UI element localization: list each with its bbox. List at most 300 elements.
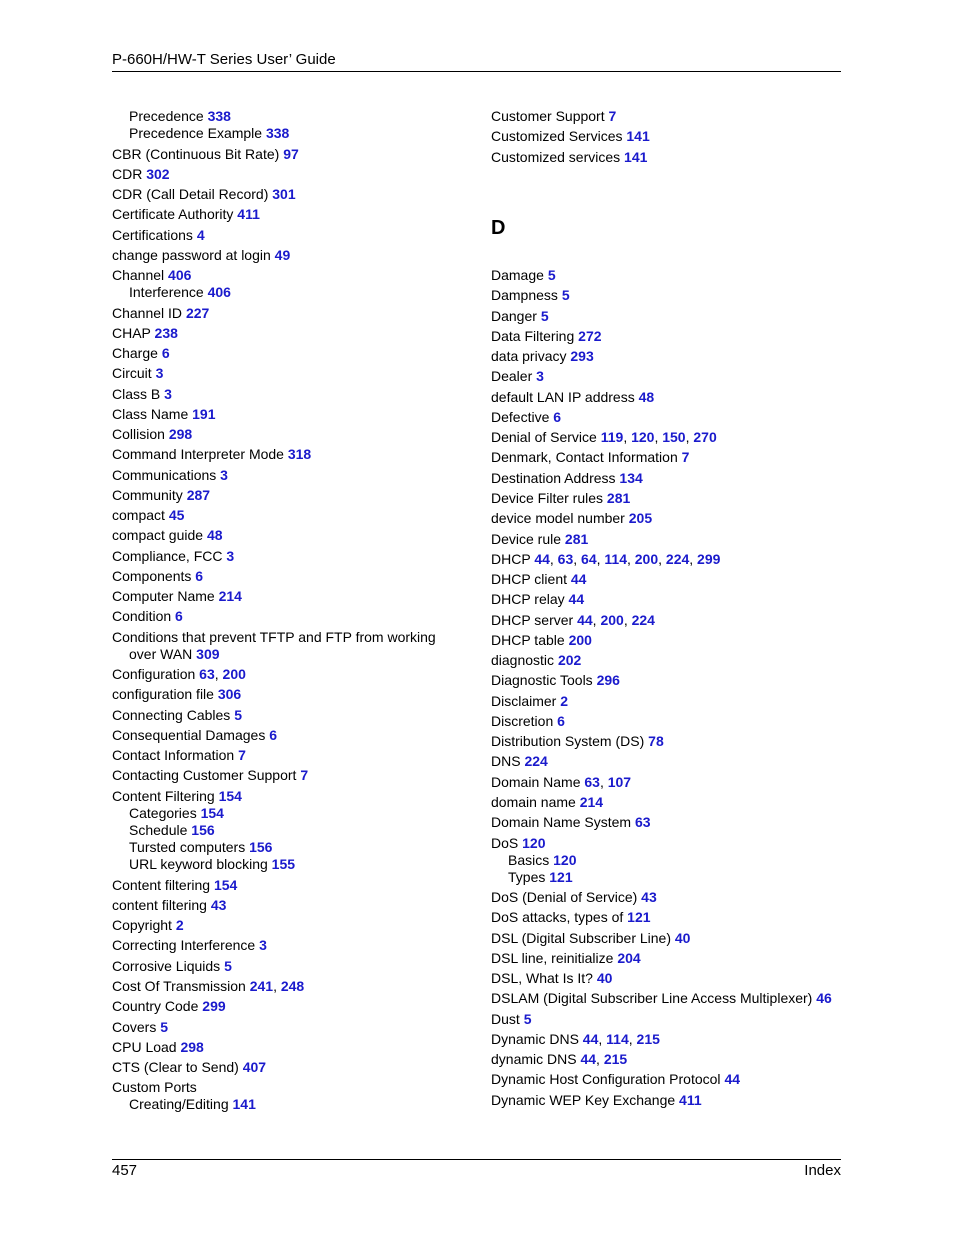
index-term: Certificate Authority: [112, 206, 238, 222]
page-link[interactable]: 407: [242, 1059, 267, 1075]
page-link[interactable]: 411: [679, 1092, 702, 1108]
index-entry: [508, 869, 573, 886]
page-link[interactable]: 107: [607, 774, 632, 790]
index-entry: [491, 814, 651, 831]
footer-page-number: 457: [112, 1162, 138, 1179]
index-entry: [112, 365, 163, 382]
page-link[interactable]: 270: [693, 429, 717, 445]
page-link[interactable]: 411: [237, 206, 260, 222]
index-term: Condition: [112, 608, 176, 624]
index-entry: [112, 386, 172, 403]
index-entry: [491, 652, 581, 669]
index-term: DHCP relay: [491, 591, 569, 607]
page-link[interactable]: 3: [164, 386, 172, 402]
page-link[interactable]: 204: [617, 950, 641, 966]
index-entry: [491, 970, 612, 987]
index-term: Domain Name System: [491, 814, 635, 830]
page-link[interactable]: 191: [192, 406, 216, 422]
index-entry: [112, 568, 203, 585]
page-link[interactable]: 202: [557, 652, 582, 668]
page-link[interactable]: 141: [626, 128, 650, 144]
index-term: Basics: [508, 852, 554, 868]
index-term: configuration file: [112, 686, 218, 702]
index-entry: [129, 839, 272, 856]
index-term: DNS: [491, 753, 525, 769]
index-entry: [491, 612, 655, 629]
index-entry: [112, 998, 226, 1015]
index-term: Diagnostic Tools: [491, 672, 597, 688]
index-entry: [129, 108, 231, 125]
page-link[interactable]: 7: [681, 449, 690, 465]
index-term: Copyright: [112, 917, 176, 933]
index-entry: [491, 632, 592, 649]
page-link[interactable]: 3: [220, 467, 228, 483]
page-link[interactable]: 63: [584, 774, 600, 790]
page-link[interactable]: 338: [207, 108, 231, 124]
index-term: default LAN IP address: [491, 389, 639, 405]
index-term: diagnostic: [491, 652, 558, 668]
index-entry: [491, 308, 549, 325]
page-link[interactable]: 338: [265, 125, 290, 141]
index-entry: [491, 287, 570, 304]
index-entry: [129, 125, 289, 142]
page-link[interactable]: 120: [631, 429, 655, 445]
page-link[interactable]: 44: [580, 1051, 597, 1067]
index-entry: [112, 1079, 197, 1096]
index-entry: [491, 409, 561, 426]
page-link[interactable]: 298: [180, 1039, 204, 1055]
page-link[interactable]: 155: [271, 856, 296, 872]
page-link[interactable]: 5: [234, 707, 242, 723]
index-entry: [491, 449, 689, 466]
page-link[interactable]: 5: [224, 958, 232, 974]
index-term: Danger: [491, 308, 541, 324]
index-term: Types: [508, 869, 550, 885]
index-entry: [112, 958, 232, 975]
page-link[interactable]: 121: [627, 909, 651, 925]
index-entry: [112, 897, 226, 914]
index-entry: [112, 146, 299, 163]
page-link[interactable]: 114: [606, 1031, 629, 1047]
page-link[interactable]: 299: [202, 998, 226, 1014]
index-entry: [112, 1039, 204, 1056]
page-separator: ,: [596, 1051, 604, 1067]
page-link[interactable]: 299: [697, 551, 721, 567]
page-link[interactable]: 5: [160, 1019, 169, 1035]
index-term: Discretion: [491, 713, 558, 729]
index-term: Community: [112, 487, 187, 503]
index-entry: [112, 406, 216, 423]
page-link[interactable]: 44: [534, 551, 550, 567]
index-entry: [508, 852, 576, 869]
page-link[interactable]: 5: [547, 267, 556, 283]
index-term: CPU Load: [112, 1039, 181, 1055]
page-link[interactable]: 293: [570, 348, 594, 364]
page-link[interactable]: 6: [161, 345, 170, 361]
page-separator: ,: [658, 551, 666, 567]
index-entry: [112, 666, 246, 683]
page-separator: ,: [214, 666, 223, 682]
index-term: Domain Name: [491, 774, 585, 790]
page-link[interactable]: 156: [191, 822, 215, 838]
page-link[interactable]: 6: [175, 608, 183, 624]
page-link[interactable]: 318: [287, 446, 312, 462]
index-term: Channel ID: [112, 305, 186, 321]
index-term: Consequential Damages: [112, 727, 270, 743]
index-entry: [129, 284, 231, 301]
index-term: Connecting Cables: [112, 707, 235, 723]
index-term: Device rule: [491, 531, 565, 547]
index-entry: [112, 345, 170, 362]
page-link[interactable]: 6: [269, 727, 278, 743]
page-link[interactable]: 406: [207, 284, 231, 300]
index-term: DSL, What Is It?: [491, 970, 597, 986]
index-term: URL keyword blocking: [129, 856, 272, 872]
index-term: Denial of Service: [491, 429, 601, 445]
page-link[interactable]: 97: [283, 146, 299, 162]
index-term: Conditions that prevent TFTP and FTP from working: [112, 629, 436, 645]
index-term: Dampness: [491, 287, 562, 303]
page-link[interactable]: 224: [665, 551, 690, 567]
page-link[interactable]: 287: [186, 487, 211, 503]
index-term: Certifications: [112, 227, 197, 243]
page-link[interactable]: 7: [238, 747, 246, 763]
page-separator: ,: [598, 1031, 607, 1047]
page-link[interactable]: 5: [540, 308, 549, 324]
page-link[interactable]: 43: [210, 897, 227, 913]
index-term: Corrosive Liquids: [112, 958, 225, 974]
page-link[interactable]: 48: [206, 527, 223, 543]
index-entry: [112, 227, 205, 244]
page-link[interactable]: 205: [628, 510, 653, 526]
index-term: over WAN: [129, 646, 197, 662]
index-entry: [112, 186, 296, 203]
index-entry: [491, 128, 650, 145]
page-link[interactable]: 301: [272, 186, 296, 202]
index-entry: [491, 1092, 702, 1109]
page-link[interactable]: 281: [564, 531, 589, 547]
index-term: Destination Address: [491, 470, 620, 486]
index-entry: [112, 747, 246, 764]
index-entry: [491, 1031, 660, 1048]
index-term: change password at login: [112, 247, 275, 263]
page-link[interactable]: 200: [634, 551, 659, 567]
index-entry: [112, 527, 223, 544]
index-entry: [491, 930, 690, 947]
index-term: Configuration: [112, 666, 200, 682]
index-entry: [112, 1059, 266, 1076]
page-separator: ,: [689, 551, 698, 567]
index-term: Dynamic WEP Key Exchange: [491, 1092, 680, 1108]
index-entry: [491, 267, 556, 284]
page-link[interactable]: 298: [168, 426, 193, 442]
page-link[interactable]: 48: [638, 389, 655, 405]
index-entry: [491, 510, 652, 527]
index-entry: [491, 835, 545, 852]
index-term: Dynamic Host Configuration Protocol: [491, 1071, 725, 1087]
footer-divider: [112, 1159, 841, 1160]
index-term: Contact Information: [112, 747, 239, 763]
index-term: Custom Ports: [112, 1079, 197, 1095]
index-entry: [112, 686, 241, 703]
index-term: DHCP: [491, 551, 535, 567]
index-term: Defective: [491, 409, 554, 425]
index-entry: [112, 1019, 168, 1036]
page-link[interactable]: 63: [199, 666, 215, 682]
index-term: Tursted computers: [129, 839, 250, 855]
index-entry: [491, 733, 664, 750]
index-entry: [491, 950, 641, 967]
page-link[interactable]: 44: [724, 1071, 741, 1087]
index-term: Creating/Editing: [129, 1096, 233, 1112]
index-term: DoS attacks, types of: [491, 909, 628, 925]
page-link[interactable]: 224: [524, 753, 548, 769]
page-link[interactable]: 406: [168, 267, 192, 283]
page-link[interactable]: 200: [568, 632, 592, 648]
page-link[interactable]: 227: [185, 305, 210, 321]
index-term: Dealer: [491, 368, 537, 384]
index-entry: [112, 305, 209, 322]
index-term: DHCP server: [491, 612, 578, 628]
index-term: compact: [112, 507, 169, 523]
page-separator: ,: [623, 612, 632, 628]
page-link[interactable]: 238: [154, 325, 178, 341]
index-term: Covers: [112, 1019, 161, 1035]
index-term: Data Filtering: [491, 328, 579, 344]
index-entry: [112, 507, 184, 524]
index-entry: [112, 267, 191, 284]
page-link[interactable]: 306: [217, 686, 242, 702]
index-entry: [112, 446, 311, 463]
index-letter-heading: D: [491, 217, 506, 239]
page-separator: ,: [628, 1031, 637, 1047]
page-link[interactable]: 7: [300, 767, 309, 783]
index-term: Customized Services: [491, 128, 627, 144]
page-separator: ,: [599, 774, 608, 790]
index-term: Correcting Interference: [112, 937, 260, 953]
page-link[interactable]: 3: [259, 937, 267, 953]
index-term: Contacting Customer Support: [112, 767, 301, 783]
page-link[interactable]: 44: [577, 612, 593, 628]
index-term: Content filtering: [112, 877, 214, 893]
page-link[interactable]: 156: [249, 839, 273, 855]
index-term: data privacy: [491, 348, 571, 364]
page-link[interactable]: 6: [195, 568, 204, 584]
page-link[interactable]: 63: [634, 814, 651, 830]
footer-section-name: Index: [804, 1162, 841, 1179]
page-separator: ,: [273, 978, 281, 994]
index-entry: [491, 713, 565, 730]
index-entry: [112, 788, 242, 805]
index-entry: [491, 490, 630, 507]
index-entry: [129, 856, 295, 873]
index-entry: [112, 588, 242, 605]
index-entry: [491, 794, 603, 811]
index-term: Device Filter rules: [491, 490, 607, 506]
index-entry: [129, 646, 220, 663]
page-separator: ,: [654, 429, 663, 445]
page-link[interactable]: 141: [624, 149, 648, 165]
page-link[interactable]: 272: [578, 328, 602, 344]
index-term: Dynamic DNS: [491, 1031, 583, 1047]
page-link[interactable]: 141: [232, 1096, 256, 1112]
page-link[interactable]: 281: [606, 490, 631, 506]
page-separator: ,: [573, 551, 582, 567]
header-divider: [112, 71, 841, 72]
index-entry: [129, 822, 215, 839]
page-link[interactable]: 214: [579, 794, 604, 810]
page-link[interactable]: 214: [218, 588, 242, 604]
index-term: Schedule: [129, 822, 192, 838]
index-term: DSL (Digital Subscriber Line): [491, 930, 675, 946]
index-term: Distribution System (DS): [491, 733, 649, 749]
index-term: Collision: [112, 426, 169, 442]
page-header-title: P-660H/HW-T Series User’ Guide: [112, 51, 336, 68]
index-term: Communications: [112, 467, 221, 483]
page-link[interactable]: 40: [674, 930, 691, 946]
page-link[interactable]: 134: [619, 470, 643, 486]
page-link[interactable]: 200: [600, 612, 624, 628]
page-link[interactable]: 44: [582, 1031, 599, 1047]
page-link[interactable]: 248: [280, 978, 305, 994]
page-link[interactable]: 150: [662, 429, 686, 445]
index-term: Damage: [491, 267, 548, 283]
index-term: DoS (Denial of Service): [491, 889, 642, 905]
index-term: Class Name: [112, 406, 193, 422]
index-entry: [491, 571, 586, 588]
index-entry: [491, 531, 588, 548]
page-link[interactable]: 46: [816, 990, 832, 1006]
index-term: Dust: [491, 1011, 524, 1027]
page-link[interactable]: 63: [557, 551, 574, 567]
index-term: device model number: [491, 510, 629, 526]
page-link[interactable]: 302: [146, 166, 170, 182]
page-link[interactable]: 241: [249, 978, 274, 994]
page-link[interactable]: 6: [553, 409, 562, 425]
page-link[interactable]: 114: [604, 551, 627, 567]
index-term: Components: [112, 568, 196, 584]
index-entry: [491, 429, 717, 446]
index-entry: [129, 1096, 256, 1113]
page-link[interactable]: 154: [213, 877, 238, 893]
page-link[interactable]: 64: [581, 551, 597, 567]
page-link[interactable]: 44: [570, 571, 587, 587]
page-link[interactable]: 224: [631, 612, 655, 628]
page-link[interactable]: 2: [175, 917, 184, 933]
index-term: Command Interpreter Mode: [112, 446, 288, 462]
index-term: Compliance, FCC: [112, 548, 227, 564]
index-entry: [112, 629, 436, 646]
index-entry: [491, 108, 616, 125]
index-entry: [491, 591, 584, 608]
index-term: DSLAM (Digital Subscriber Line Access Multiplexer): [491, 990, 817, 1006]
index-term: Categories: [129, 805, 201, 821]
page-link[interactable]: 296: [596, 672, 620, 688]
index-term: Interference: [129, 284, 208, 300]
index-term: DHCP table: [491, 632, 569, 648]
page-link[interactable]: 200: [222, 666, 246, 682]
page-link[interactable]: 120: [522, 835, 546, 851]
page-link[interactable]: 4: [196, 227, 205, 243]
page-link[interactable]: 309: [196, 646, 220, 662]
index-term: compact guide: [112, 527, 207, 543]
index-entry: [491, 470, 643, 487]
index-term: CHAP: [112, 325, 155, 341]
index-entry: [112, 325, 178, 342]
index-entry: [112, 767, 308, 784]
index-entry: [112, 877, 237, 894]
index-term: domain name: [491, 794, 580, 810]
page-separator: ,: [626, 551, 635, 567]
index-entry: [112, 247, 290, 264]
index-term: content filtering: [112, 897, 211, 913]
index-entry: [112, 166, 170, 183]
page-link[interactable]: 120: [553, 852, 577, 868]
index-term: DSL line, reinitialize: [491, 950, 618, 966]
page-link[interactable]: 40: [596, 970, 613, 986]
index-entry: [112, 978, 304, 995]
page-link[interactable]: 3: [536, 368, 544, 384]
index-entry: [112, 707, 242, 724]
index-entry: [112, 937, 267, 954]
index-entry: [491, 889, 657, 906]
index-entry: [112, 917, 184, 934]
page-link[interactable]: 119: [600, 429, 624, 445]
index-term: Country Code: [112, 998, 203, 1014]
page-link[interactable]: 49: [274, 247, 291, 263]
page-link[interactable]: 154: [218, 788, 242, 804]
page-separator: ,: [592, 612, 601, 628]
index-entry: [491, 672, 620, 689]
index-entry: [491, 149, 647, 166]
page-link[interactable]: 78: [648, 733, 664, 749]
page-link[interactable]: 215: [636, 1031, 660, 1047]
index-term: Customer Support: [491, 108, 609, 124]
page-link[interactable]: 154: [200, 805, 224, 821]
page-link[interactable]: 45: [168, 507, 185, 523]
index-term: DoS: [491, 835, 523, 851]
page-link[interactable]: 43: [641, 889, 657, 905]
page-link[interactable]: 5: [561, 287, 570, 303]
page-link[interactable]: 121: [549, 869, 573, 885]
index-entry: [491, 753, 548, 770]
index-term: Class B: [112, 386, 165, 402]
index-entry: [491, 1011, 531, 1028]
page-separator: ,: [685, 429, 694, 445]
index-term: Channel: [112, 267, 169, 283]
index-entry: [112, 608, 183, 625]
index-term: Cost Of Transmission: [112, 978, 250, 994]
page-link[interactable]: 3: [155, 365, 164, 381]
page-separator: ,: [623, 429, 632, 445]
index-entry: [491, 909, 651, 926]
index-entry: [112, 487, 210, 504]
page-link[interactable]: 7: [608, 108, 617, 124]
index-term: Denmark, Contact Information: [491, 449, 682, 465]
index-term: Content Filtering: [112, 788, 219, 804]
page-link[interactable]: 215: [603, 1051, 628, 1067]
page-link[interactable]: 5: [523, 1011, 532, 1027]
page-link[interactable]: 44: [568, 591, 585, 607]
page-link[interactable]: 3: [226, 548, 235, 564]
page-link[interactable]: 6: [557, 713, 565, 729]
index-term: Circuit: [112, 365, 156, 381]
index-term: Charge: [112, 345, 162, 361]
page-link[interactable]: 2: [560, 693, 569, 709]
index-entry: [112, 467, 228, 484]
page-separator: ,: [549, 551, 558, 567]
index-entry: [491, 1071, 740, 1088]
